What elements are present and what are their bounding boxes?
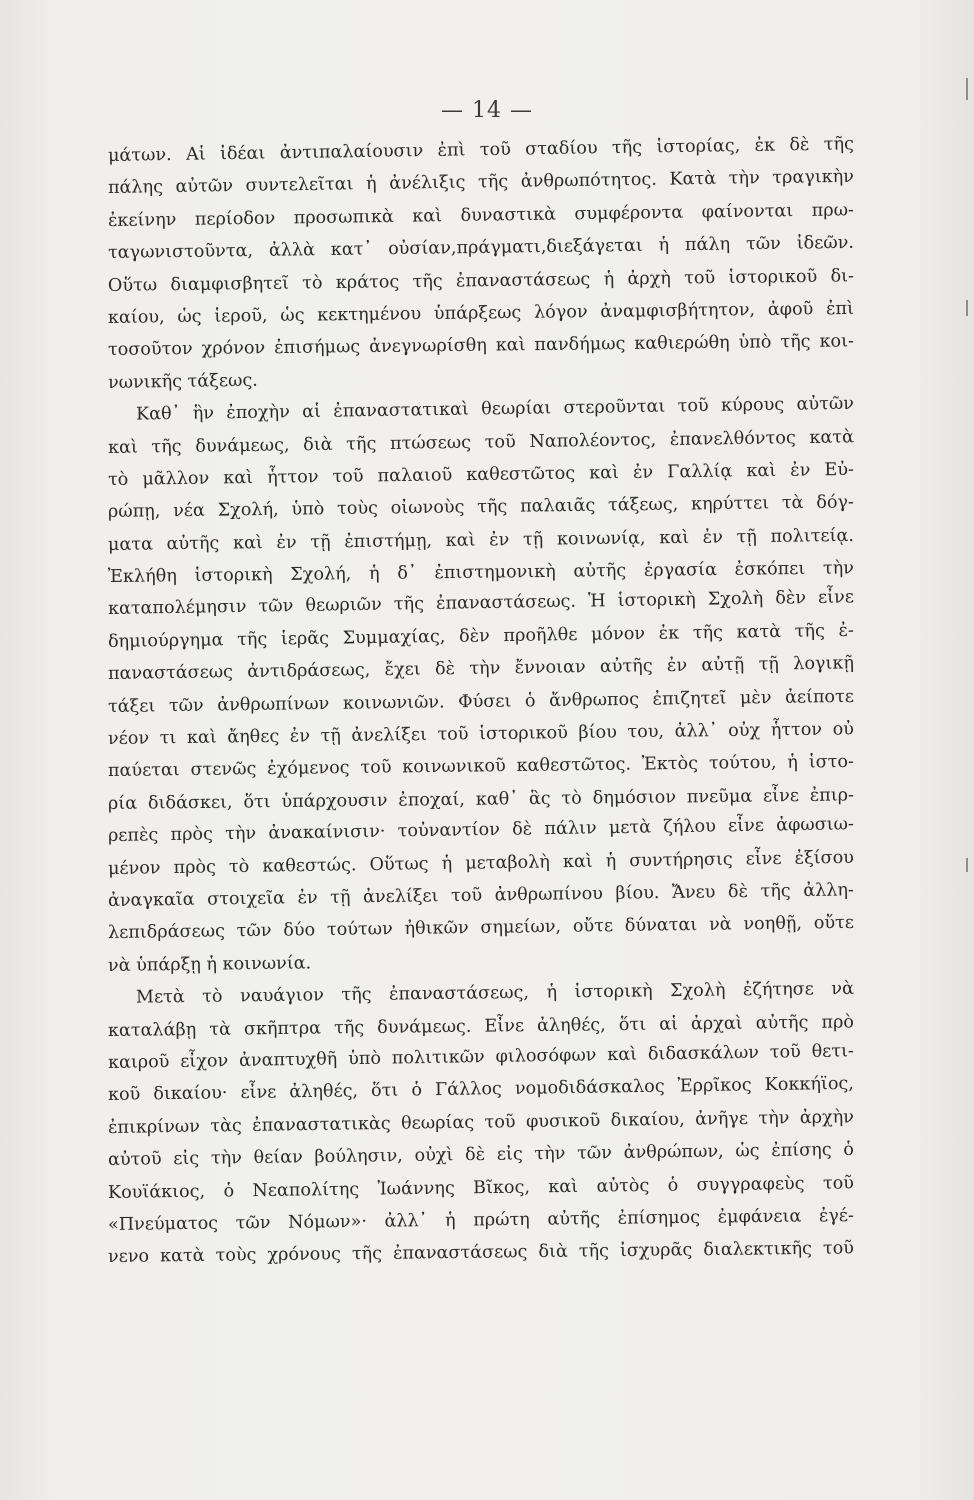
text-line: τὸ μᾶλλον καὶ ἧττον τοῦ παλαιοῦ καθεστῶτος καὶ ἐν Γαλλίᾳ καὶ ἐν Εὐ- bbox=[107, 459, 855, 490]
text-line: κοῦ δικαίου· εἶνε ἀληθές, ὅτι ὁ Γάλλος νομοδιδάσκαλος Ἐρρῖκος Κοκκήϊος, bbox=[107, 1074, 855, 1106]
text-line: αὐτοῦ εἰς τὴν θείαν βούλησιν, οὐχὶ δὲ εἰς τὴν τῶν ἀνθρώπων, ὡς ἐπίσης ὁ bbox=[107, 1139, 855, 1171]
text-line: Ἐκλήθη ἱστορικὴ Σχολή, ἡ δ᾽ ἐπιστημονικὴ αὐτῆς ἐργασία ἐσκόπει τὴν bbox=[107, 558, 855, 588]
scan-edge-mark bbox=[966, 78, 968, 100]
text-line: νὰ ὑπάρξῃ ἡ κοινωνία. bbox=[107, 953, 312, 976]
body-text bbox=[107, 134, 855, 1274]
scan-edge-mark bbox=[966, 300, 968, 316]
text-line: λεπιδράσεως τῶν δύο τούτων ἠθικῶν σημείων, οὔτε δύναται νὰ νοηθῇ, οὔτε bbox=[107, 913, 855, 944]
text-line: νωνικῆς τάξεως. bbox=[107, 370, 258, 393]
text-line: ρεπὲς πρὸς τὴν ἀνακαίνισιν· τοὐναντίον δὲ πάλιν μετὰ ζήλου εἶνε ἀφωσιω- bbox=[107, 814, 855, 847]
text-line: Κουϊάκιος, ὁ Νεαπολίτης Ἰωάννης Βῖκος, καὶ αὐτὸς ὁ συγγραφεὺς τοῦ bbox=[107, 1172, 855, 1203]
text-line: νέον τι καὶ ἄηθες ἐν τῇ ἀνελίξει τοῦ ἱστορικοῦ βίου του, ἀλλ᾽ οὐχ ἧττον οὐ bbox=[107, 719, 855, 750]
text-line: Οὕτω διαμφισβητεῖ τὸ κράτος τῆς ἐπαναστάσεως ἡ ἀρχὴ τοῦ ἱστορικοῦ δι- bbox=[107, 265, 855, 296]
text-line: ταγωνιστοῦντα, ἀλλὰ κατ᾽ οὐσίαν,πράγματι,διεξάγεται ἡ πάλη τῶν ἰδεῶν. bbox=[107, 233, 855, 264]
text-line: Καθ᾽ ἣν ἐποχὴν αἱ ἐπαναστατικαὶ θεωρίαι στεροῦνται τοῦ κύρους αὐτῶν bbox=[135, 393, 855, 425]
text-line: ἐκείνην περίοδον προσωπικὰ καὶ δυναστικὰ συμφέροντα φαίνονται πρω- bbox=[107, 200, 855, 231]
text-line: «Πνεύματος τῶν Νόμων»· ἀλλ᾽ ἡ πρώτη αὐτῆς ἐπίσημος ἐμφάνεια ἐγέ- bbox=[107, 1205, 855, 1235]
text-line: καὶ τῆς δυνάμεως, διὰ τῆς πτώσεως τοῦ Ναπολέοντος, ἐπανελθόντος κατὰ bbox=[107, 426, 855, 458]
text-line: ἀναγκαῖα στοιχεῖα ἐν τῇ ἀνελίξει τοῦ ἀνθρωπίνου βίου. Ἄνευ δὲ τῆς ἀλλη- bbox=[107, 880, 855, 911]
text-line: νενο κατὰ τοὺς χρόνους τῆς ἐπαναστάσεως διὰ τῆς ἰσχυρᾶς διαλεκτικῆς τοῦ bbox=[107, 1238, 855, 1268]
text-line: καταλάβῃ τὰ σκῆπτρα τῆς δυνάμεως. Εἶνε ἀληθές, ὅτι αἱ ἀρχαὶ αὐτῆς πρὸ bbox=[107, 1011, 855, 1041]
page-number: — 14 — bbox=[441, 98, 533, 123]
scan-edge-mark bbox=[966, 858, 968, 872]
text-line: τοσοῦτον χρόνον ἐπισήμως ἀνεγνωρίσθη καὶ πανδήμως καθιερώθη ὑπὸ τῆς κοι- bbox=[107, 331, 855, 361]
text-line: καταπολέμησιν τῶν θεωριῶν τῆς ἐπαναστάσεως. Ἡ ἱστορικὴ Σχολὴ δὲν εἶνε bbox=[107, 587, 855, 620]
text-line: καιροῦ εἶχον ἀναπτυχθῆ ὑπὸ πολιτικῶν φιλοσόφων καὶ διδασκάλων τοῦ θετι- bbox=[107, 1041, 855, 1073]
text-line: παναστάσεως ἀντιδράσεως, ἔχει δὲ τὴν ἔννοιαν αὐτῆς ἐν αὐτῇ τῇ λογικῇ bbox=[107, 653, 855, 685]
text-line: τάξει τῶν ἀνθρωπίνων κοινωνιῶν. Φύσει ὁ ἄνθρωπος ἐπιζητεῖ μὲν ἀείποτε bbox=[107, 686, 855, 717]
text-line: ἐπικρίνων τὰς ἐπαναστατικὰς θεωρίας τοῦ φυσικοῦ δικαίου, ἀνῆγε τὴν ἀρχὴν bbox=[107, 1107, 855, 1138]
text-line: παύεται στενῶς ἐχόμενος τοῦ κοινωνικοῦ καθεστῶτος. Ἐκτὸς τούτου, ἡ ἱστο- bbox=[107, 752, 855, 782]
text-line: ρώπῃ, νέα Σχολή, ὑπὸ τοὺς οἰωνοὺς τῆς παλαιᾶς τάξεως, κηρύττει τὰ δόγ- bbox=[107, 492, 855, 523]
text-line: πάλης αὐτῶν συντελεῖται ἡ ἀνέλιξις τῆς ἀνθρωπότητος. Κατὰ τὴν τραγικὴν bbox=[107, 167, 855, 199]
text-line: μάτων. Αἱ ἰδέαι ἀντιπαλαίουσιν ἐπὶ τοῦ σταδίου τῆς ἱστορίας, ἐκ δὲ τῆς bbox=[107, 134, 855, 166]
text-line: Μετὰ τὸ ναυάγιον τῆς ἐπαναστάσεως, ἡ ἱστορικὴ Σχολὴ ἐζήτησε νὰ bbox=[135, 979, 855, 1008]
text-line: μένον πρὸς τὸ καθεστώς. Οὕτως ἡ μεταβολὴ καὶ ἡ συντήρησις εἶνε ἐξίσου bbox=[107, 847, 855, 879]
text-line: καίου, ὡς ἱεροῦ, ὡς κεκτημένου ὑπάρξεως λόγον ἀναμφισβήτητον, ἀφοῦ ἐπὶ bbox=[107, 298, 855, 328]
text-line: ματα αὐτῆς καὶ ἐν τῇ ἐπιστήμῃ, καὶ ἐν τῇ κοινωνίᾳ, καὶ ἐν τῇ πολιτείᾳ. bbox=[107, 525, 855, 555]
text-line: ρία διδάσκει, ὅτι ὑπάρχουσιν ἐποχαί, καθ᾽ ἃς τὸ δημόσιον πνεῦμα εἶνε ἐπιρ- bbox=[107, 785, 855, 814]
text-line: δημιούργημα τῆς ἱερᾶς Συμμαχίας, δὲν προῆλθε μόνον ἐκ τῆς κατὰ τῆς ἐ- bbox=[107, 620, 855, 652]
